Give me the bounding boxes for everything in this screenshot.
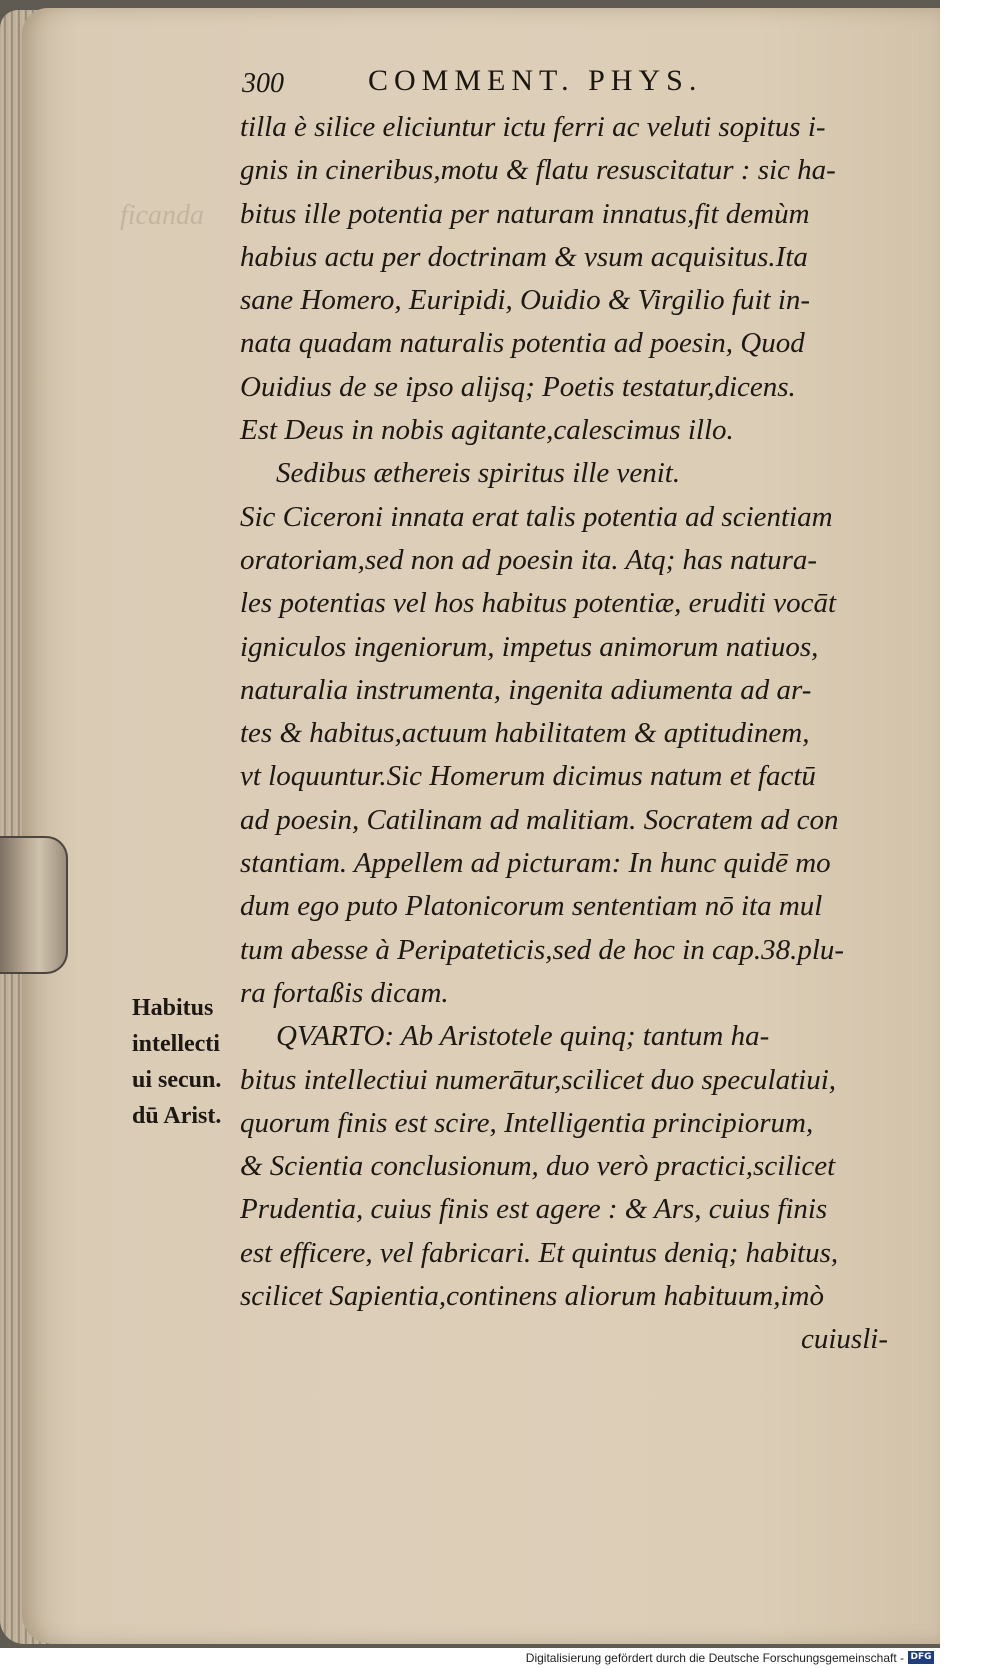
marginal-note-line: ui secun.: [132, 1067, 222, 1093]
text-line: oratoriam,sed non ad poesin ita. Atq; has natura-: [240, 543, 818, 576]
text-line: habius actu per doctrinam & vsum acquisitus.Ita: [240, 240, 808, 273]
running-head: COMMENT. PHYS.: [368, 64, 703, 97]
catchword: cuiusli-: [801, 1323, 888, 1356]
text-line: quorum finis est scire, Intelligentia principiorum,: [240, 1106, 814, 1139]
digitization-footer: [0, 1648, 940, 1668]
text-line: ad poesin, Catilinam ad malitiam. Socratem ad con: [240, 803, 839, 836]
text-line: & Scientia conclusionum, duo verò practici,scilicet: [240, 1150, 836, 1183]
text-line: igniculos ingeniorum, impetus animorum natiuos,: [240, 630, 819, 663]
footer-credit: Digitalisierung gefördert durch die Deutsche Forschungsgemeinschaft -: [525, 1651, 904, 1665]
show-through-text: ficanda: [120, 200, 204, 231]
text-line: stantiam. Appellem ad picturam: In hunc quidē mo: [240, 847, 831, 880]
text-line: est efficere, vel fabricari. Et quintus deniq; habitus,: [240, 1236, 839, 1269]
text-line: les potentias vel hos habitus potentiæ, eruditi vocāt: [240, 587, 837, 620]
verse-line: Est Deus in nobis agitante,calescimus illo.: [240, 414, 734, 447]
text-line: dum ego puto Platonicorum sententiam nō ita mul: [240, 890, 823, 923]
marginal-note-line: Habitus: [132, 995, 214, 1021]
dfg-logo-icon: DFG: [908, 1651, 934, 1664]
text-line: vt loquuntur.Sic Homerum dicimus natum et factū: [240, 760, 816, 793]
marginal-note: [132, 990, 262, 1134]
text-line: ra fortaßis dicam.: [240, 976, 449, 1009]
book-clasp: [0, 836, 68, 974]
text-line: naturalia instrumenta, ingenita adiumenta ad ar-: [240, 673, 812, 706]
page-header: [242, 64, 882, 104]
section-line: QVARTO: Ab Aristotele quinq; tantum ha-: [276, 1020, 770, 1053]
body-text: [240, 106, 888, 1362]
text-line: Sic Ciceroni innata erat talis potentia ad scientiam: [240, 500, 833, 533]
text-line: Prudentia, cuius finis est agere : & Ars, cuius finis: [240, 1193, 828, 1226]
text-line: gnis in cineribus,motu & flatu resuscitatur : sic ha-: [240, 154, 836, 187]
text-line: tilla è silice eliciuntur ictu ferri ac veluti sopitus i-: [240, 111, 826, 143]
text-line: Ouidius de se ipso alijsq; Poetis testatur,dicens.: [240, 370, 796, 403]
text-line: nata quadam naturalis potentia ad poesin, Quod: [240, 327, 805, 360]
text-line: tum abesse à Peripateticis,sed de hoc in cap.38.plu-: [240, 933, 845, 966]
page-number: 300: [242, 68, 284, 99]
text-line: bitus ille potentia per naturam innatus,fit demùm: [240, 197, 810, 230]
verse-line: Sedibus æthereis spiritus ille venit.: [276, 457, 681, 490]
text-line: sane Homero, Euripidi, Ouidio & Virgilio fuit in-: [240, 284, 811, 317]
marginal-note-line: dū Arist.: [132, 1103, 222, 1129]
text-line: scilicet Sapientia,continens aliorum habituum,imò: [240, 1280, 824, 1313]
marginal-note-line: intellecti: [132, 1031, 220, 1057]
text-line: bitus intellectiui numerātur,scilicet duo speculatiui,: [240, 1063, 837, 1096]
text-line: tes & habitus,actuum habilitatem & aptitudinem,: [240, 717, 810, 750]
